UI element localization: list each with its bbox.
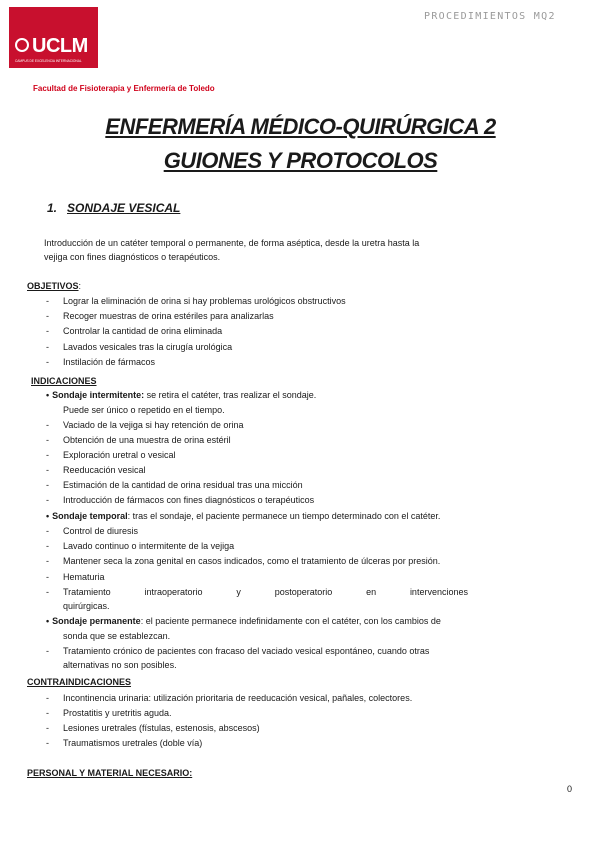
list-item: - Prostatitis y uretritis aguda. <box>46 708 172 718</box>
section-heading <box>47 201 180 215</box>
logo-text: UCLM <box>15 35 88 58</box>
list-item: - Vaciado de la vejiga si hay retención de orina <box>46 420 244 430</box>
list-item: - Hematuria <box>46 572 105 582</box>
sondaje-permanente: • Sondaje permanente: el paciente permanece indefinidamente con el catéter, con los cambios de <box>46 616 441 626</box>
list-item: - Mantener seca la zona genital en casos indicados, como el tratamiento de úlceras por presión. <box>46 556 441 566</box>
document-title-line2: GUIONES Y PROTOCOLOS <box>163 148 438 173</box>
intro-line: vejiga con fines diagnósticos o terapéuticos. <box>44 252 221 262</box>
list-item: - Tratamiento crónico de pacientes con fracaso del vaciado vesical espontáneo, cuando otras <box>46 646 430 656</box>
list-item-cont: alternativas no son posibles. <box>63 660 177 670</box>
list-item: - Traumatismos uretrales (doble vía) <box>46 738 203 748</box>
sondaje-intermitente: • Sondaje intermitente: se retira el catéter, tras realizar el sondaje. <box>46 390 317 400</box>
uclm-logo <box>9 7 98 68</box>
list-item: - Recoger muestras de orina estériles para analizarlas <box>46 311 274 321</box>
list-item: - Exploración uretral o vesical <box>46 450 176 460</box>
list-item: - Obtención de una muestra de orina estéril <box>46 435 231 445</box>
running-title: PROCEDIMIENTOS MQ2 <box>424 11 556 22</box>
indicaciones-heading: INDICACIONES <box>31 376 97 386</box>
faculty-name: Facultad de Fisioterapia y Enfermería de Toledo <box>33 84 215 93</box>
sondaje-temporal: • Sondaje temporal: tras el sondaje, el paciente permanece un tiempo determinado con el catéter. <box>46 511 441 521</box>
list-item: - Lavado continuo o intermitente de la vejiga <box>46 541 235 551</box>
sondaje-intermitente-cont: Puede ser único o repetido en el tiempo. <box>63 405 225 415</box>
list-item-cont: quirúrgicas. <box>63 601 110 611</box>
sondaje-permanente-cont: sonda que se establezcan. <box>63 631 171 641</box>
document-title-line1: ENFERMERÍA MÉDICO-QUIRÚRGICA 2 <box>105 114 496 139</box>
section-number: 1. <box>47 201 58 215</box>
list-item: - Lavados vesicales tras la cirugía urológica <box>46 342 233 352</box>
list-item: - Lesiones uretrales (fístulas, estenosis, abscesos) <box>46 723 260 733</box>
list-item: - Lograr la eliminación de orina si hay problemas urológicos obstructivos <box>46 296 346 306</box>
section-title: SONDAJE VESICAL <box>67 201 181 215</box>
page-number: 0 <box>567 784 573 794</box>
list-item: - Control de diuresis <box>46 526 139 536</box>
list-item: - Instilación de fármacos <box>46 357 156 367</box>
objetivos-heading: OBJETIVOS: <box>27 281 82 291</box>
list-item: - Incontinencia urinaria: utilización prioritaria de reeducación vesical, pañales, colectores. <box>46 693 413 703</box>
intro-line: Introducción de un catéter temporal o permanente, de forma aséptica, desde la uretra hasta la <box>44 238 420 248</box>
list-item: - Tratamiento intraoperatorio y postoperatorio en intervenciones <box>46 587 468 597</box>
personal-heading: PERSONAL Y MATERIAL NECESARIO: <box>27 768 193 778</box>
list-item: - Introducción de fármacos con fines diagnósticos o terapéuticos <box>46 495 315 505</box>
list-item: - Estimación de la cantidad de orina residual tras una micción <box>46 480 303 490</box>
contraindicaciones-heading: CONTRAINDICACIONES <box>27 677 132 687</box>
list-item: - Controlar la cantidad de orina eliminada <box>46 326 223 336</box>
logo-subtitle: CAMPUS DE EXCELENCIA INTERNACIONAL <box>15 59 82 63</box>
list-item: - Reeducación vesical <box>46 465 146 475</box>
